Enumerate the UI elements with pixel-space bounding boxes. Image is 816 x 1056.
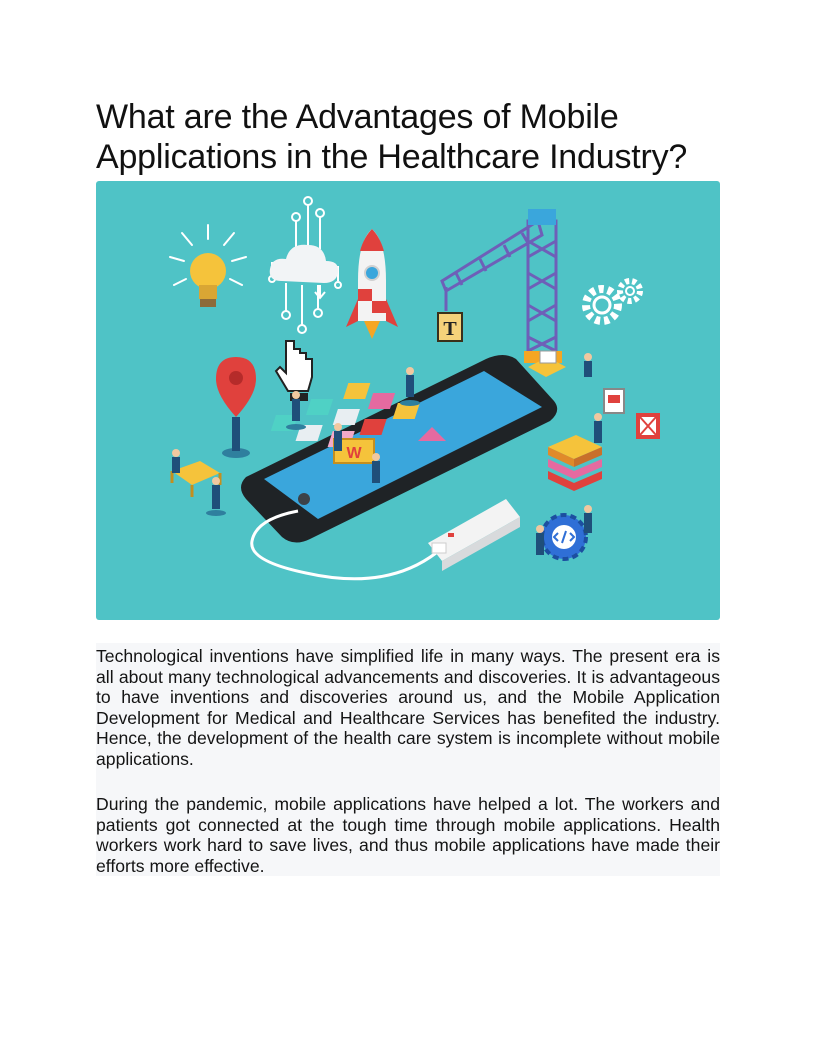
person-figure bbox=[584, 353, 592, 377]
person-figure bbox=[334, 423, 342, 451]
person-figure bbox=[594, 413, 602, 443]
person-figure bbox=[536, 525, 544, 555]
app-tile-letter: W bbox=[346, 445, 362, 462]
code-badge-icon bbox=[542, 515, 586, 559]
page-title: What are the Advantages of Mobile Applications in the Healthcare Industry? bbox=[96, 98, 688, 176]
hero-illustration bbox=[96, 181, 720, 620]
paragraph: Technological inventions have simplified life in many ways. The present era is all about many technological advancements and discoveries. It is advantageous to have inventions and discoveries around us, and the Mobile Application Development for Medical and Healthcare Services has benefited the industry. Hence, the development of the health care system is incomplete without mobile applications. bbox=[96, 646, 720, 769]
person-figure bbox=[372, 453, 380, 483]
article-body bbox=[96, 643, 720, 876]
paragraph: During the pandemic, mobile applications have helped a lot. The workers and patients got connected at the tough time through mobile applications. Health workers work hard to save lives, and thus mobile applications have made their efforts more effective. bbox=[96, 794, 720, 876]
person-figure bbox=[172, 449, 180, 473]
crane-sign-letter: T bbox=[443, 318, 457, 340]
person-figure bbox=[584, 505, 592, 533]
